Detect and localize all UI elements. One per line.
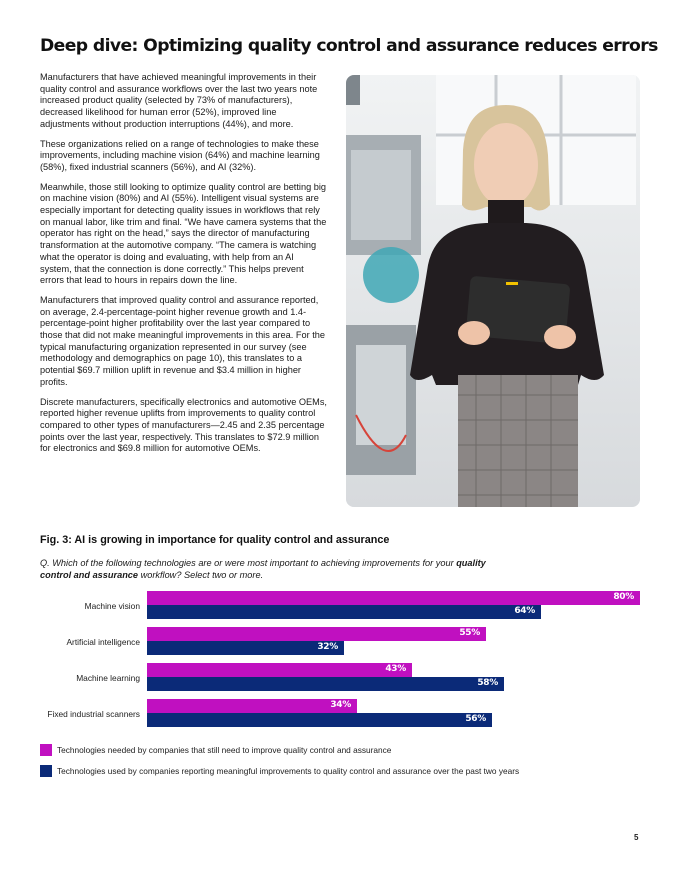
- survey-question: [40, 557, 510, 581]
- bar-value-label: 58%: [477, 678, 498, 688]
- bar-need: [147, 699, 357, 713]
- bar-value-label: 32%: [317, 642, 338, 652]
- photo-woman-with-tablet: [346, 75, 640, 507]
- category-label: Machine vision: [84, 601, 140, 611]
- question-prefix: Q. Which of the following technologies are or were most important to achieving improvements for your: [40, 558, 457, 568]
- legend-swatch-used: [40, 765, 52, 777]
- bar-used: [147, 677, 504, 691]
- bar-value-label: 34%: [330, 700, 351, 710]
- bar-value-label: 80%: [613, 592, 634, 602]
- category-label: Artificial intelligence: [66, 637, 140, 647]
- paragraph-4: Manufacturers that improved quality control and assurance reported, on average, 2.4-percentage-point higher revenue growth and 1.4-percentage-point higher profitability over the last year compared to those that did not make meaningful improvements in this area. For the typical manufacturing organization represented in our survey (see methodology and demographics on page 10), this translates to a potential $69.7 million uplift in revenue and $3.4 million in higher profits.: [40, 294, 325, 387]
- bar-used: [147, 713, 492, 727]
- bar-value-label: 55%: [459, 628, 480, 638]
- paragraph-3: Meanwhile, those still looking to optimize quality control are betting big on machine vision (80%) and AI (55%). Intelligent visual systems are especially important for detecting quality issues in workflows that rely on manual labor, like trim and final. “We have camera systems that the operator has right on the head,” says the director of manufacturing transformation at the automotive company. “The camera is watching what the operator is doing and evaluating, with help from an AI system, that the connection is done correctly.” This helps prevent errors that lead to hours in repairs down the line.: [40, 181, 327, 286]
- bar-need: [147, 627, 486, 641]
- legend-label-used: Technologies used by companies reporting meaningful improvements to quality control and assurance over the past two years: [57, 766, 520, 776]
- page-number: 5: [634, 833, 639, 842]
- category-label: Machine learning: [76, 673, 140, 683]
- legend-label-need: Technologies needed by companies that still need to improve quality control and assurance: [57, 745, 392, 755]
- paragraph-5: Discrete manufacturers, specifically electronics and automotive OEMs, reported higher revenue uplifts from improvements to quality control compared to other types of manufacturers—2.45 and 2.35 percentage points over the last year, respectively. This translates to $72.9 million for electronics and $69.8 million for automotive OEMs.: [40, 396, 327, 454]
- bar-value-label: 56%: [465, 714, 486, 724]
- paragraph-1: Manufacturers that have achieved meaningful improvements in their quality control and assurance workflows over the last two years note increased product quality (selected by 73% of manufacturers), decreased likelihood for human error (52%), improved line adjustments without production interruptions (44%), and more.: [40, 72, 318, 129]
- page-title: Deep dive: Optimizing quality control and assurance reduces errors: [40, 36, 658, 56]
- bar-need: [147, 663, 412, 677]
- bar-value-label: 43%: [385, 664, 406, 674]
- legend-swatch-need: [40, 744, 52, 756]
- question-suffix: workflow? Select two or more.: [138, 570, 264, 580]
- bar-chart: [0, 588, 680, 733]
- bar-value-label: 64%: [514, 606, 535, 616]
- factory-photo-illustration: [346, 75, 640, 507]
- bar-used: [147, 605, 541, 619]
- bar-need: [147, 591, 640, 605]
- category-label: Fixed industrial scanners: [47, 709, 140, 719]
- body-text: [40, 72, 328, 463]
- paragraph-2: These organizations relied on a range of technologies to make these improvements, including machine vision (64%) and machine learning (58%), fixed industrial scanners (56%), and AI (32%).: [40, 138, 320, 172]
- figure-title: Fig. 3: AI is growing in importance for quality control and assurance: [40, 534, 390, 546]
- bar-used: [147, 641, 344, 655]
- question-bold: quality control and assurance: [40, 558, 486, 580]
